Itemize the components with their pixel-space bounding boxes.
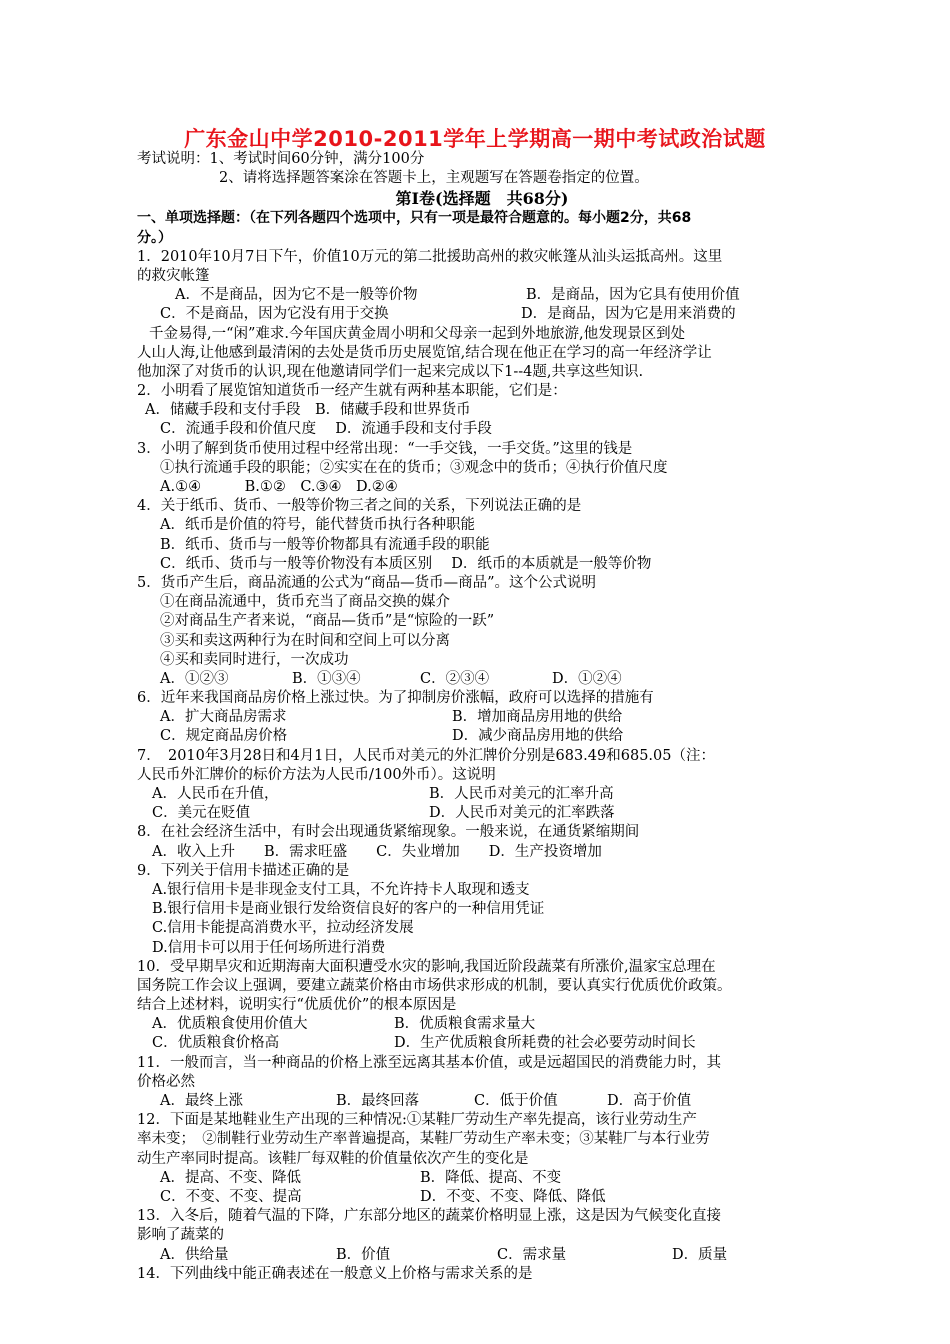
question-6-options-cd [137, 727, 827, 746]
question-1-options-cd [137, 305, 827, 324]
exam-title: 广东金山中学2010-2011学年上学期高一期中考试政治试题 [184, 127, 766, 151]
option-a: A.银行信用卡是非现金支付工具，不允许持卡人取现和透支 [152, 881, 530, 898]
question-9-stem: 9．下列关于信用卡描述正确的是 [137, 862, 350, 879]
question-13-options [137, 1246, 827, 1265]
intro-paragraph-line2: 人山人海,让他感到最清闲的去处是货币历史展览馆,结合现在他正在学习的高一年经济学让 [137, 344, 712, 361]
option-b: B．纸币、货币与一般等价物都具有流通手段的职能 [160, 536, 490, 553]
option-a: A．扩大商品房需求 [160, 709, 287, 726]
question-11-stem-cont: 价格必然 [137, 1073, 195, 1090]
exam-notes-line1: 考试说明：1、考试时间60分钟，满分100分 [137, 151, 425, 167]
option-d: D．高于价值 [607, 1093, 692, 1109]
question-3-options: A.①④ B.①② C.③④ D.②④ [160, 479, 398, 495]
option-b: B．是商品，因为它具有使用价值 [526, 287, 740, 304]
option-c: C．不变、不变、提高 [160, 1188, 302, 1205]
option-c: C．规定商品房价格 [160, 728, 288, 745]
question-6-options-ab [137, 708, 827, 727]
question-2-stem: 2．小明看了展览馆知道货币一经产生就有两种基本职能，它们是： [137, 383, 567, 400]
question-2-options-cd: C．流通手段和价值尺度 D．流通手段和支付手段 [160, 421, 492, 438]
statement-3: ③买和卖这两种行为在时间和空间上可以分离 [160, 632, 450, 649]
intro-paragraph-line1: 千金易得,一“闲”难求.今年国庆黄金周小明和父母亲一起到外地旅游,他发现景区到处 [149, 325, 686, 342]
part1-title: 第Ⅰ卷(选择题 共68分) [395, 189, 569, 209]
question-3-stem: 3．小明了解到货币使用过程中经常出现：“一手交钱，一手交货。”这里的钱是 [137, 440, 633, 457]
statement-4: ④买和卖同时进行，一次成功 [160, 651, 349, 668]
question-8-stem: 8．在社会经济生活中，有时会出现通货紧缩现象。一般来说，在通货紧缩期间 [137, 824, 640, 841]
question-5-stem: 5．货币产生后，商品流通的公式为“商品—货币—商品”。这个公式说明 [137, 574, 597, 591]
question-14-stem: 14．下列曲线中能正确表述在一般意义上价格与需求关系的是 [137, 1265, 533, 1282]
question-7-stem-cont: 人民币外汇牌价的标价方法为人民币/100外币）。这说明 [137, 766, 496, 783]
question-10-stem-cont2: 结合上述材料，说明实行“优质优价”的根本原因是 [137, 997, 457, 1014]
option-d: D.信用卡可以用于任何场所进行消费 [152, 939, 386, 956]
question-11-stem: 11．一般而言，当一种商品的价格上涨至远离其基本价值，或是远超国民的消费能力时，其 [137, 1054, 721, 1071]
option-d: D．质量 [672, 1246, 728, 1263]
option-d: D．是商品，因为它是用来消费的 [521, 306, 736, 323]
option-d: D．不变、不变、降低、降低 [420, 1188, 606, 1205]
question-8-options: A．收入上升 B．需求旺盛 C．失业增加 D．生产投资增加 [152, 843, 602, 860]
section1-heading-cont: 分。） [137, 229, 172, 246]
option-b: B．增加商品房用地的供给 [452, 709, 623, 726]
option-a: A．供给量 [160, 1246, 229, 1263]
option-a: A．人民币在升值， [152, 786, 279, 802]
statement-1: ①在商品流通中，货币充当了商品交换的媒介 [160, 594, 450, 611]
option-c: C．不是商品，因为它没有用于交换 [160, 306, 389, 323]
question-7-stem: 7． 2010年3月28日和4月1日，人民币对美元的外汇牌价分别是683.49和685.05（注： [137, 747, 715, 764]
option-b: B．价值 [336, 1246, 391, 1263]
question-10-options-cd [137, 1034, 827, 1053]
question-12-stem-cont: 率未变； ②制鞋行业劳动生产率普遍提高，某鞋厂劳动生产率未变；③某鞋厂与本行业劳 [137, 1131, 710, 1148]
option-c: C．低于价值 [474, 1093, 558, 1109]
question-13-stem: 13．入冬后，随着气温的下降，广东部分地区的蔬菜价格明显上涨，这是因为气候变化直接 [137, 1208, 721, 1225]
question-10-options-ab [137, 1015, 827, 1034]
option-d: D．①②④ [552, 670, 622, 687]
question-7-options-cd [137, 804, 827, 823]
question-10-stem-cont: 国务院工作会议上强调，要建立蔬菜价格由市场供求形成的机制，要认真实行优质优价政策。 [137, 977, 732, 994]
question-1-stem-cont: 的救灾帐篷 [137, 267, 210, 284]
question-13-stem-cont: 影响了蔬菜的 [137, 1227, 224, 1244]
option-a: A．纸币是价值的符号，能代替货币执行各种职能 [160, 517, 475, 534]
question-7-options-ab [137, 785, 827, 804]
option-b: B．降低、提高、不变 [420, 1169, 562, 1186]
question-1-stem: 1．2010年10月7日下午，价值10万元的第二批援助高州的救灾帐篷从汕头运抵高州。这里 [137, 248, 723, 265]
option-a: A．不是商品，因为它不是一般等价物 [175, 287, 418, 304]
question-6-stem: 6．近年来我国商品房价格上涨过快。为了抑制房价涨幅，政府可以选择的措施有 [137, 690, 654, 707]
option-b: B.银行信用卡是商业银行发给资信良好的客户的一种信用凭证 [152, 901, 545, 918]
option-b: B．人民币对美元的汇率升高 [429, 786, 614, 802]
option-c: C．美元在贬值 [152, 805, 251, 822]
option-d: D．人民币对美元的汇率跌落 [429, 805, 615, 822]
option-a: A．优质粮食使用价值大 [152, 1016, 308, 1033]
exam-content [137, 150, 827, 1284]
question-12-stem: 12．下面是某地鞋业生产出现的三种情况:①某鞋厂劳动生产率先提高，该行业劳动生产 [137, 1112, 697, 1129]
option-b: B．①③④ [292, 670, 361, 687]
option-c: C．②③④ [420, 670, 490, 687]
option-c: C．需求量 [497, 1246, 567, 1263]
question-12-stem-cont2: 动生产率同时提高。该鞋厂每双鞋的价值量依次产生的变化是 [137, 1150, 529, 1167]
option-c: C．优质粮食价格高 [152, 1035, 280, 1052]
intro-paragraph-line3: 他加深了对货币的认识,现在他邀请同学们一起来完成以下1--4题,共享这些知识. [137, 363, 644, 380]
question-12-options-ab [137, 1169, 827, 1188]
question-4-stem: 4．关于纸币、货币、一般等价物三者之间的关系，下列说法正确的是 [137, 498, 582, 515]
option-d: D．减少商品房用地的供给 [452, 728, 624, 745]
question-4-options-cd: C．纸币、货币与一般等价物没有本质区别 D．纸币的本质就是一般等价物 [160, 555, 652, 572]
option-d: D．生产优质粮食所耗费的社会必要劳动时间长 [394, 1035, 696, 1052]
question-11-options [137, 1092, 827, 1111]
question-12-options-cd [137, 1188, 827, 1207]
option-a: A．提高、不变、降低 [160, 1169, 301, 1186]
option-b: B．优质粮食需求量大 [394, 1016, 536, 1033]
question-1-options-ab [137, 286, 827, 305]
question-10-stem: 10．受早期旱灾和近期海南大面积遭受水灾的影响,我国近阶段蔬菜有所涨价,温家宝总理在 [137, 958, 716, 975]
option-a: A．最终上涨 [160, 1093, 243, 1109]
question-2-options-ab: A．储藏手段和支付手段 B．储藏手段和世界货币 [145, 402, 471, 419]
section1-heading: 一、单项选择题：（在下列各题四个选项中，只有一项是最符合题意的。每小题2分，共68 [137, 210, 692, 227]
question-3-statements: ①执行流通手段的职能；②实实在在的货币；③观念中的货币；④执行价值尺度 [160, 459, 668, 476]
option-c: C.信用卡能提高消费水平，拉动经济发展 [152, 920, 414, 937]
statement-2: ②对商品生产者来说，“商品—货币”是“惊险的一跃” [160, 613, 495, 630]
question-5-options [137, 670, 827, 689]
option-b: B．最终回落 [336, 1093, 420, 1109]
exam-notes-line2: 2、请将选择题答案涂在答题卡上，主观题写在答题卷指定的位置。 [219, 170, 649, 187]
option-a: A．①②③ [160, 670, 229, 687]
